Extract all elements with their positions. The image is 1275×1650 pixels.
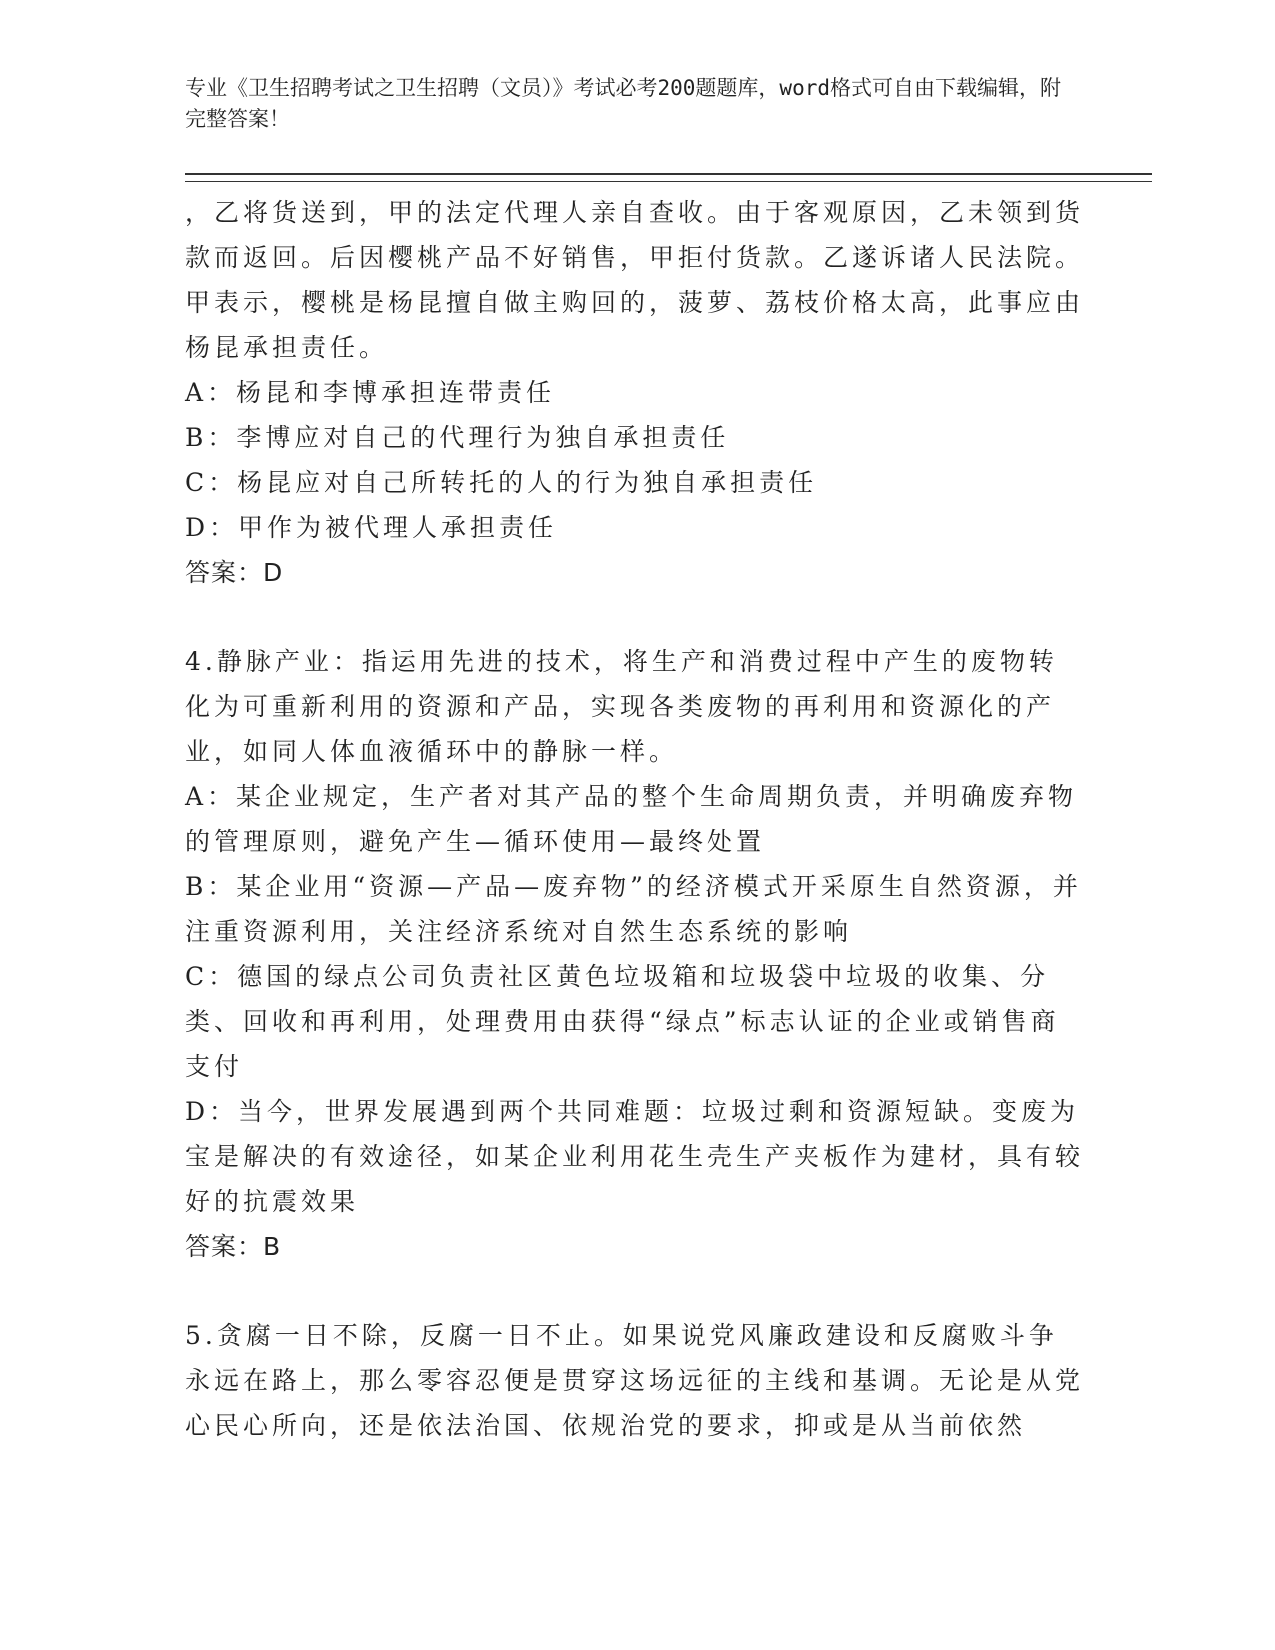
question-3-answer: 答案：D: [185, 558, 284, 587]
question-3-stem: ，乙将货送到，甲的法定代理人亲自查收。由于客观原因，乙未领到货款而返回。后因樱桃产品不好销售，甲拒付货款。乙遂诉诸人民法院。甲表示，樱桃是杨昆擅自做主购回的，菠萝、荔枝价格太高，此事应由杨昆承担责任。: [185, 198, 1085, 362]
question-4-answer: 答案：B: [185, 1232, 282, 1261]
question-5-stem: 5.贪腐一日不除，反腐一日不止。如果说党风廉政建设和反腐败斗争永远在路上，那么零容忍便是贯穿这场远征的主线和基调。无论是从党心民心所向，还是依法治国、依规治党的要求，抑或是从当前依然: [185, 1321, 1085, 1440]
question-5: [185, 1313, 1085, 1448]
spacer: [185, 595, 1085, 639]
question-3-option-c: C：杨昆应对自己所转托的人的行为独自承担责任: [185, 468, 818, 497]
question-4-option-d: D：当今，世界发展遇到两个共同难题：垃圾过剩和资源短缺。变废为宝是解决的有效途径，如某企业利用花生壳生产夹板作为建材，具有较好的抗震效果: [185, 1097, 1085, 1216]
question-4-stem: 4.静脉产业：指运用先进的技术，将生产和消费过程中产生的废物转化为可重新利用的资源和产品，实现各类废物的再利用和资源化的产业，如同人体血液循环中的静脉一样。: [185, 647, 1058, 766]
question-3-option-b: B：李博应对自己的代理行为独自承担责任: [185, 423, 730, 452]
header-rule-thin: [185, 181, 1152, 182]
question-3-option-d: D：甲作为被代理人承担责任: [185, 513, 558, 542]
question-4: [185, 639, 1085, 1269]
question-3-option-a: A：杨昆和李博承担连带责任: [185, 378, 556, 407]
question-4-option-b: B：某企业用“资源—产品—废弃物”的经济模式开采原生自然资源，并注重资源利用，关注经济系统对自然生态系统的影响: [185, 872, 1082, 946]
spacer: [185, 1269, 1085, 1313]
question-4-option-a: A：某企业规定，生产者对其产品的整个生命周期负责，并明确废弃物的管理原则，避免产生—循环使用—最终处置: [185, 782, 1078, 856]
document-body: [185, 190, 1085, 1448]
header-rule-thick: [185, 173, 1152, 175]
document-header: 专业《卫生招聘考试之卫生招聘（文员）》考试必考200题题库，word格式可自由下载编辑，附完整答案！: [185, 76, 1061, 131]
question-4-option-c: C：德国的绿点公司负责社区黄色垃圾箱和垃圾袋中垃圾的收集、分类、回收和再利用，处理费用由获得“绿点”标志认证的企业或销售商支付: [185, 962, 1060, 1081]
question-3: [185, 190, 1085, 595]
